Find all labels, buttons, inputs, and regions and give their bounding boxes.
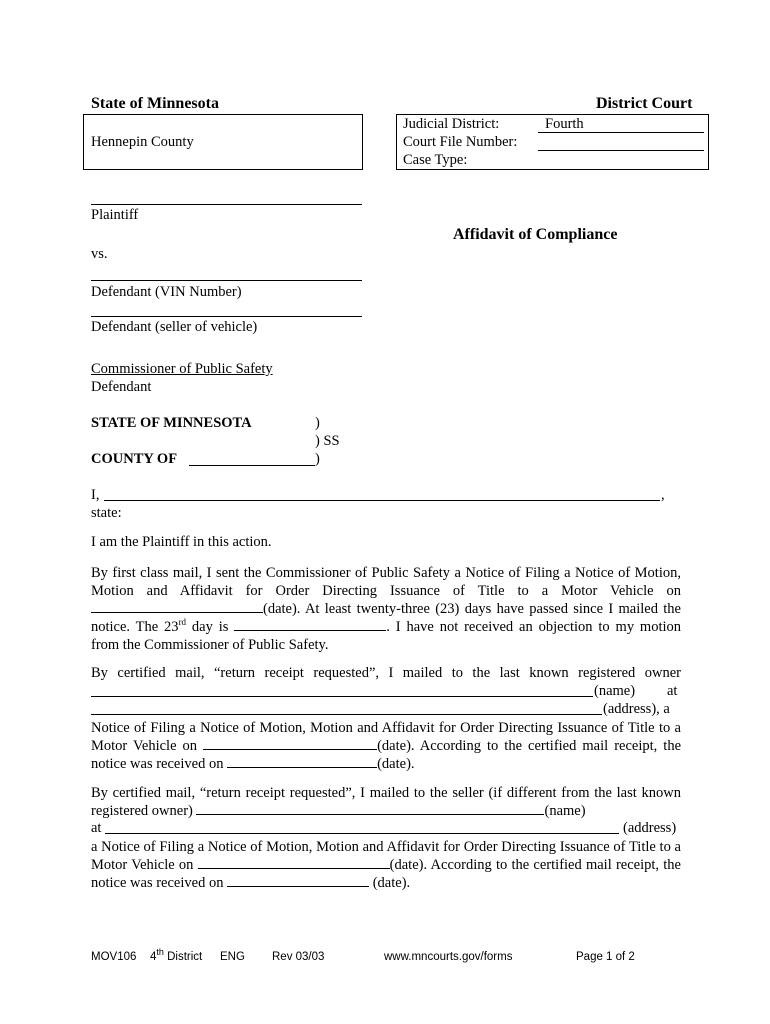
- footer-district: [150, 947, 203, 963]
- county-name: Hennepin County: [91, 134, 194, 150]
- p4-received-field[interactable]: [227, 874, 369, 887]
- paragraph-seller: [91, 784, 681, 820]
- affiant-prefix: I,: [91, 487, 100, 503]
- p3-address-field[interactable]: [91, 714, 602, 715]
- p4-text-b: a Notice of Filing a Notice of Motion, Motion and Affidavit for Order Directing Issuance of Title to a Motor Vehicle on: [91, 839, 681, 873]
- p3-name-field[interactable]: [91, 696, 593, 697]
- paragraph-first-class-mail: [91, 564, 681, 654]
- document-title: Affidavit of Compliance: [453, 226, 618, 243]
- footer-district-sup: th: [156, 947, 164, 958]
- commissioner-name: Commissioner of Public Safety: [91, 361, 273, 377]
- court-heading: District Court: [596, 95, 693, 112]
- court-file-number-field[interactable]: [538, 150, 704, 151]
- state-label: state:: [91, 505, 122, 521]
- case-info-box: [396, 114, 709, 170]
- footer-url[interactable]: www.mncourts.gov/forms: [384, 951, 513, 963]
- p3-at-label: at: [667, 683, 678, 699]
- p3-text-d: (date).: [377, 756, 415, 772]
- venue-paren-1: ): [315, 415, 320, 431]
- paragraph-plaintiff: I am the Plaintiff in this action.: [91, 534, 272, 550]
- defendant-vin-line[interactable]: [91, 280, 362, 281]
- p4-text-a: By certified mail, “return receipt requested”, I mailed to the seller (if different from the last known registered owner): [91, 785, 681, 819]
- case-type-label: Case Type:: [403, 152, 468, 168]
- p2-text-d: . I have not received an objection to my motion from the Commissioner of Public Safety.: [91, 619, 682, 653]
- p4-text-c: (date). According to the certified mail receipt, the notice was received on: [91, 857, 681, 891]
- p2-text-a: By first class mail, I sent the Commissioner of Public Safety a Notice of Filing a Notice of Motion, Motion and Affidavit for Order Directing Issuance of Title to a Motor Vehicle on: [91, 565, 681, 599]
- footer-district-word: District: [163, 951, 203, 963]
- judicial-district-label: Judicial District:: [403, 116, 500, 132]
- p3-address-label: (address), a: [603, 701, 670, 717]
- paragraph-seller-cont: [91, 838, 681, 892]
- affiant-name-field[interactable]: [104, 500, 660, 501]
- p3-received-field[interactable]: [227, 755, 377, 768]
- p3-name-label: (name): [594, 683, 636, 699]
- venue-paren-3: ): [315, 451, 320, 467]
- p2-date-field[interactable]: [91, 600, 263, 613]
- plaintiff-label: Plaintiff: [91, 207, 139, 223]
- p4-name-label: (name): [544, 803, 586, 819]
- defendant-vin-label: Defendant (VIN Number): [91, 284, 242, 300]
- venue-ss: ) SS: [315, 433, 340, 449]
- plaintiff-line[interactable]: [91, 204, 362, 205]
- p4-at-label: at: [91, 820, 102, 836]
- affiant-suffix: ,: [661, 487, 665, 503]
- venue-county-field[interactable]: [189, 465, 315, 466]
- p2-text-b: (date). At least twenty-three (23) days have passed since I mailed the notice. The 23: [91, 601, 681, 635]
- paragraph-registered-owner: [91, 719, 681, 773]
- judicial-district-value[interactable]: Fourth: [545, 116, 584, 132]
- p4-date-field[interactable]: [198, 856, 390, 869]
- footer-language: ENG: [220, 951, 245, 963]
- venue-county-label: COUNTY OF: [91, 451, 178, 467]
- p4-name-field[interactable]: [196, 802, 544, 815]
- footer-district-num: 4: [150, 951, 157, 963]
- p2-sup: rd: [178, 617, 187, 628]
- p2-day-field[interactable]: [234, 618, 386, 631]
- p4-text-d: (date).: [372, 875, 411, 891]
- court-file-number-label: Court File Number:: [403, 134, 518, 150]
- p3-text-b: Notice of Filing a Notice of Motion, Motion and Affidavit for Order Directing Issuance of Title to a Motor Vehicle on: [91, 720, 681, 754]
- state-heading: State of Minnesota: [91, 95, 219, 112]
- commissioner-role: Defendant: [91, 379, 152, 395]
- p3-text-a: By certified mail, “return receipt requested”, I mailed to the last known registered owner: [91, 665, 681, 681]
- footer-page-number: Page 1 of 2: [576, 951, 635, 963]
- judicial-district-line: [538, 132, 704, 133]
- p3-date-field[interactable]: [203, 737, 377, 750]
- p3-text-c: (date). According to the certified mail receipt, the notice was received on: [91, 738, 682, 772]
- p2-text-c: day is: [186, 619, 229, 635]
- defendant-seller-line[interactable]: [91, 316, 362, 317]
- versus-label: vs.: [91, 246, 108, 262]
- footer-revision: Rev 03/03: [272, 951, 325, 963]
- footer-form-number: MOV106: [91, 951, 137, 963]
- p4-address-label: (address): [623, 820, 677, 836]
- p4-address-field[interactable]: [105, 833, 619, 834]
- county-box: [83, 114, 363, 170]
- venue-state: STATE OF MINNESOTA: [91, 415, 252, 431]
- defendant-seller-label: Defendant (seller of vehicle): [91, 319, 258, 335]
